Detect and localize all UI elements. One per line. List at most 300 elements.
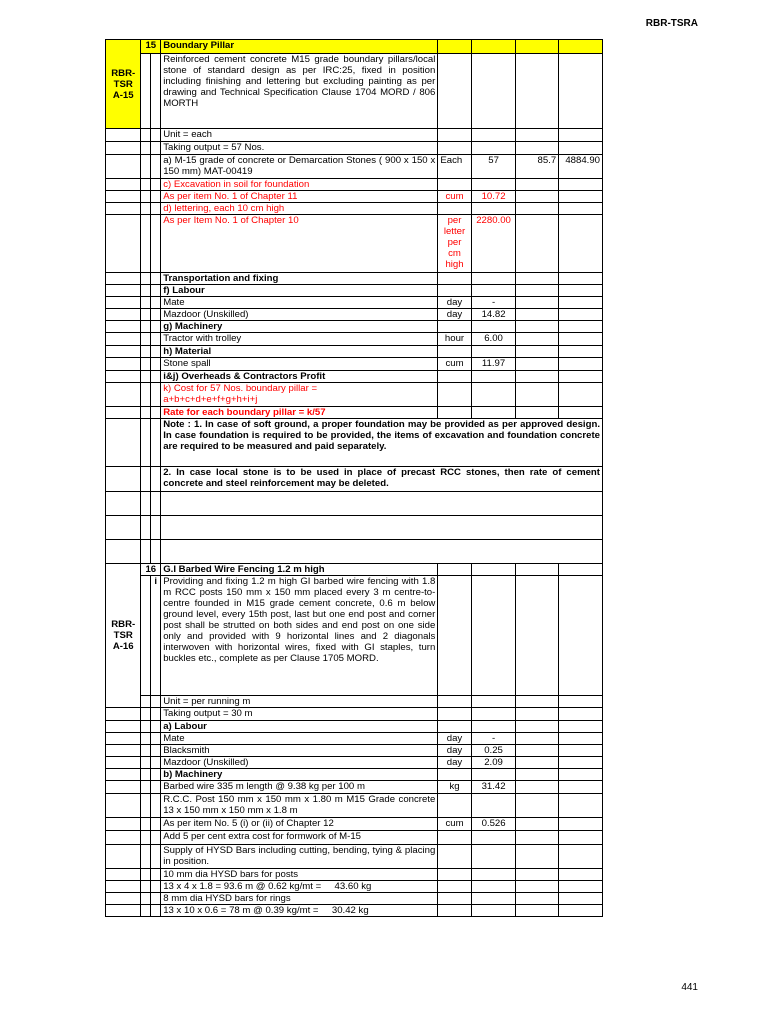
resource-name: Stone spall — [161, 358, 438, 371]
empty-cell — [151, 333, 161, 346]
empty-cell — [516, 297, 559, 309]
empty-cell — [141, 696, 151, 708]
empty-cell — [516, 831, 559, 845]
empty-cell — [516, 794, 559, 818]
empty-cell — [151, 869, 161, 881]
quantity-cell: 57 — [471, 155, 516, 179]
empty-cell — [141, 845, 151, 869]
quantity-cell: 31.42 — [471, 781, 516, 794]
empty-cell — [141, 893, 151, 905]
empty-cell — [438, 273, 471, 285]
unit-cell: day — [438, 297, 471, 309]
empty-cell — [151, 708, 161, 721]
table-row — [106, 564, 603, 576]
empty-cell — [471, 179, 516, 191]
unit-line: letter — [443, 226, 466, 237]
quantity-cell: 0.526 — [471, 818, 516, 831]
empty-cell — [559, 40, 603, 54]
empty-cell — [438, 831, 471, 845]
unit-cell: day — [438, 745, 471, 757]
empty-cell — [151, 297, 161, 309]
empty-cell — [516, 845, 559, 869]
table-row — [106, 346, 603, 358]
empty-cell — [559, 203, 603, 215]
empty-cell — [151, 142, 161, 155]
empty-cell — [106, 358, 141, 371]
table-row — [106, 467, 603, 492]
unit-cell: kg — [438, 781, 471, 794]
table-row — [106, 893, 603, 905]
empty-cell — [438, 285, 471, 297]
table-row — [106, 721, 603, 733]
empty-cell — [151, 893, 161, 905]
empty-cell — [559, 54, 603, 129]
empty-cell — [438, 40, 471, 54]
section-heading: h) Material — [161, 346, 438, 358]
code-line: A-15 — [112, 89, 134, 101]
empty-cell — [559, 179, 603, 191]
empty-cell — [151, 540, 161, 564]
empty-cell — [516, 721, 559, 733]
empty-cell — [559, 869, 603, 881]
empty-cell — [151, 129, 161, 142]
reference-text: As per item No. 1 of Chapter 11 — [161, 191, 438, 203]
table-row — [106, 285, 603, 297]
empty-cell — [141, 881, 151, 893]
empty-cell — [559, 321, 603, 333]
empty-cell — [438, 346, 471, 358]
empty-cell — [106, 179, 141, 191]
empty-cell — [516, 285, 559, 297]
empty-cell — [559, 733, 603, 745]
empty-cell — [516, 769, 559, 781]
empty-cell — [559, 346, 603, 358]
empty-cell — [471, 845, 516, 869]
table-row — [106, 40, 603, 54]
empty-cell — [151, 419, 161, 467]
reference-text: As per Item No. 1 of Chapter 10 — [161, 215, 438, 273]
section-heading: i&j) Overheads & Contractors Profit — [161, 371, 438, 383]
empty-cell — [106, 733, 141, 745]
empty-cell — [471, 721, 516, 733]
empty-cell — [559, 831, 603, 845]
empty-cell — [151, 845, 161, 869]
unit-line: cm — [448, 248, 461, 259]
empty-cell — [516, 781, 559, 794]
empty-cell — [559, 142, 603, 155]
empty-cell — [151, 467, 161, 492]
table-row — [106, 333, 603, 346]
section-heading: Transportation and fixing — [161, 273, 438, 285]
empty-cell — [516, 273, 559, 285]
empty-cell — [141, 733, 151, 745]
empty-cell — [559, 333, 603, 346]
quantity-cell: 10.72 — [471, 191, 516, 203]
table-row — [106, 309, 603, 321]
empty-cell — [106, 781, 141, 794]
code-line: TSR — [113, 630, 133, 641]
empty-cell — [516, 905, 559, 917]
empty-cell — [516, 881, 559, 893]
sub-item-number: i — [151, 576, 161, 696]
table-row — [106, 179, 603, 191]
empty-cell — [559, 309, 603, 321]
item-code-cell — [106, 564, 141, 708]
empty-cell — [141, 818, 151, 831]
empty-cell — [471, 129, 516, 142]
empty-cell — [141, 757, 151, 769]
empty-cell — [106, 869, 141, 881]
empty-cell — [438, 794, 471, 818]
empty-cell — [141, 419, 151, 467]
empty-cell — [471, 831, 516, 845]
quantity-cell: - — [471, 733, 516, 745]
empty-cell — [438, 576, 471, 696]
empty-cell — [106, 708, 141, 721]
rate-cell: 85.7 — [516, 155, 559, 179]
empty-cell — [106, 881, 141, 893]
table-row — [106, 155, 603, 179]
empty-cell — [141, 155, 151, 179]
empty-cell — [471, 346, 516, 358]
empty-cell — [559, 285, 603, 297]
empty-cell — [106, 297, 141, 309]
empty-cell — [516, 191, 559, 203]
empty-cell — [559, 383, 603, 407]
empty-cell — [516, 407, 559, 419]
unit-line: per — [447, 237, 462, 248]
amount-cell: 4884.90 — [559, 155, 603, 179]
empty-cell — [106, 769, 141, 781]
unit-text: Unit = each — [161, 129, 438, 142]
empty-cell — [438, 564, 471, 576]
document-code: RBR-TSRA — [645, 18, 698, 29]
empty-cell — [471, 203, 516, 215]
empty-cell — [141, 576, 151, 696]
calculation-text: 13 x 10 x 0.6 = 78 m @ 0.39 kg/mt = 30.42 kg — [161, 905, 438, 917]
empty-cell — [151, 273, 161, 285]
empty-cell — [559, 191, 603, 203]
quantity-cell: 11.97 — [471, 358, 516, 371]
section-heading: b) Machinery — [161, 769, 438, 781]
empty-cell — [106, 818, 141, 831]
empty-cell — [106, 155, 141, 179]
empty-cell — [141, 285, 151, 297]
empty-cell — [516, 346, 559, 358]
empty-cell — [106, 215, 141, 273]
empty-cell — [106, 129, 141, 142]
unit-cell: day — [438, 309, 471, 321]
empty-cell — [438, 142, 471, 155]
empty-cell — [161, 492, 603, 516]
empty-cell — [471, 576, 516, 696]
cost-formula-line: a+b+c+d+e+f+g+h+i+j — [163, 394, 258, 405]
empty-cell — [516, 203, 559, 215]
empty-cell — [438, 869, 471, 881]
empty-cell — [161, 540, 603, 564]
table-row — [106, 129, 603, 142]
quantity-cell: 2.09 — [471, 757, 516, 769]
empty-cell — [151, 191, 161, 203]
empty-cell — [438, 721, 471, 733]
empty-cell — [141, 721, 151, 733]
calculation-text: 13 x 4 x 1.8 = 93.6 m @ 0.62 kg/mt = 43.60 kg — [161, 881, 438, 893]
empty-cell — [471, 54, 516, 129]
empty-cell — [471, 142, 516, 155]
empty-cell — [141, 781, 151, 794]
empty-cell — [559, 905, 603, 917]
empty-cell — [151, 309, 161, 321]
empty-cell — [106, 383, 141, 407]
empty-cell — [516, 564, 559, 576]
empty-cell — [106, 142, 141, 155]
empty-cell — [141, 869, 151, 881]
empty-cell — [471, 869, 516, 881]
item-code-cell — [106, 40, 141, 129]
empty-cell — [438, 179, 471, 191]
empty-cell — [559, 721, 603, 733]
empty-cell — [559, 576, 603, 696]
table-row — [106, 297, 603, 309]
empty-cell — [151, 492, 161, 516]
unit-cell: day — [438, 757, 471, 769]
empty-cell — [151, 516, 161, 540]
empty-cell — [471, 40, 516, 54]
empty-cell — [106, 492, 141, 516]
empty-cell — [151, 383, 161, 407]
empty-cell — [151, 54, 161, 129]
empty-cell — [151, 407, 161, 419]
empty-cell — [151, 745, 161, 757]
empty-cell — [559, 881, 603, 893]
unit-line: per — [447, 215, 462, 226]
empty-cell — [151, 203, 161, 215]
resource-name: Mate — [161, 733, 438, 745]
table-row — [106, 818, 603, 831]
table-row — [106, 54, 603, 129]
table-row — [106, 769, 603, 781]
empty-cell — [106, 191, 141, 203]
empty-cell — [471, 769, 516, 781]
item-number: 16 — [141, 564, 161, 576]
empty-cell — [559, 781, 603, 794]
empty-cell — [516, 893, 559, 905]
empty-cell — [516, 745, 559, 757]
quantity-cell: - — [471, 297, 516, 309]
empty-cell — [141, 383, 151, 407]
empty-cell — [471, 893, 516, 905]
table-row — [106, 757, 603, 769]
empty-cell — [438, 881, 471, 893]
empty-cell — [516, 576, 559, 696]
empty-cell — [141, 708, 151, 721]
unit-cell: cum — [438, 818, 471, 831]
empty-cell — [151, 905, 161, 917]
empty-cell — [516, 818, 559, 831]
resource-name: R.C.C. Post 150 mm x 150 mm x 1.80 m M15 Grade concrete 13 x 150 mm x 150 mm x 1.8 m — [161, 794, 438, 818]
empty-cell — [516, 757, 559, 769]
empty-cell — [141, 407, 151, 419]
line-item-text: c) Excavation in soil for foundation — [161, 179, 438, 191]
table-row — [106, 191, 603, 203]
empty-cell — [559, 297, 603, 309]
empty-cell — [151, 155, 161, 179]
empty-cell — [151, 831, 161, 845]
reference-text: As per item No. 5 (i) or (ii) of Chapter 12 — [161, 818, 438, 831]
item-title: Boundary Pillar — [161, 40, 438, 54]
empty-cell — [106, 273, 141, 285]
table-row — [106, 492, 603, 516]
unit-cell: cum — [438, 358, 471, 371]
item-title: G.I Barbed Wire Fencing 1.2 m high — [161, 564, 438, 576]
empty-cell — [141, 333, 151, 346]
unit-cell: hour — [438, 333, 471, 346]
empty-cell — [141, 215, 151, 273]
empty-cell — [141, 142, 151, 155]
empty-cell — [106, 333, 141, 346]
empty-cell — [559, 745, 603, 757]
unit-text: Unit = per running m — [161, 696, 438, 708]
rate-formula: Rate for each boundary pillar = k/57 — [161, 407, 438, 419]
table-row — [106, 576, 603, 696]
empty-cell — [106, 794, 141, 818]
empty-cell — [438, 407, 471, 419]
code-line: RBR- — [111, 619, 136, 630]
unit-cell: cum — [438, 191, 471, 203]
section-heading: f) Labour — [161, 285, 438, 297]
empty-cell — [516, 733, 559, 745]
empty-cell — [559, 757, 603, 769]
empty-cell — [151, 321, 161, 333]
page-number: 441 — [681, 982, 698, 993]
empty-cell — [141, 769, 151, 781]
empty-cell — [106, 905, 141, 917]
empty-cell — [516, 383, 559, 407]
empty-cell — [559, 845, 603, 869]
resource-name: Barbed wire 335 m length @ 9.38 kg per 100 m — [161, 781, 438, 794]
empty-cell — [141, 273, 151, 285]
unit-cell: day — [438, 733, 471, 745]
empty-cell — [106, 516, 141, 540]
empty-cell — [471, 285, 516, 297]
empty-cell — [106, 721, 141, 733]
table-row — [106, 358, 603, 371]
empty-cell — [438, 845, 471, 869]
empty-cell — [438, 696, 471, 708]
empty-cell — [141, 203, 151, 215]
empty-cell — [438, 893, 471, 905]
empty-cell — [438, 383, 471, 407]
line-item-text: d) lettering, each 10 cm high — [161, 203, 438, 215]
empty-cell — [559, 893, 603, 905]
empty-cell — [471, 407, 516, 419]
quantity-cell: 0.25 — [471, 745, 516, 757]
empty-cell — [471, 881, 516, 893]
empty-cell — [141, 371, 151, 383]
empty-cell — [151, 358, 161, 371]
section-heading: g) Machinery — [161, 321, 438, 333]
table-row — [106, 371, 603, 383]
empty-cell — [559, 129, 603, 142]
empty-cell — [516, 696, 559, 708]
empty-cell — [106, 540, 141, 564]
empty-cell — [106, 467, 141, 492]
empty-cell — [438, 54, 471, 129]
empty-cell — [471, 371, 516, 383]
empty-cell — [516, 142, 559, 155]
empty-cell — [438, 708, 471, 721]
empty-cell — [106, 419, 141, 467]
empty-cell — [559, 358, 603, 371]
empty-cell — [141, 492, 151, 516]
empty-cell — [151, 721, 161, 733]
table-row — [106, 516, 603, 540]
empty-cell — [151, 179, 161, 191]
empty-cell — [141, 54, 151, 129]
code-line: TSR — [113, 78, 133, 90]
empty-cell — [106, 831, 141, 845]
table-row — [106, 794, 603, 818]
resource-name: Mate — [161, 297, 438, 309]
item-description: Providing and fixing 1.2 m high GI barbed wire fencing with 1.8 m RCC posts 150 mm x 150 mm placed every 3 m centre-to-centre founded in M15 grade cement concrete, 0.6 m below ground level, every 15th post, last but one end post and corner post shall be strutted on both sides and end post on one side only and provided with 9 horizontal lines and 2 diagonals interwoven with horizontal wires, fixed with GI staples, turn buckles etc., complete as per Clause 1705 MORD. — [161, 576, 438, 696]
empty-cell — [151, 757, 161, 769]
quantity-cell: 6.00 — [471, 333, 516, 346]
empty-cell — [559, 273, 603, 285]
resource-name: Blacksmith — [161, 745, 438, 757]
empty-cell — [106, 407, 141, 419]
empty-cell — [106, 893, 141, 905]
empty-cell — [471, 708, 516, 721]
empty-cell — [151, 285, 161, 297]
empty-cell — [141, 516, 151, 540]
empty-cell — [151, 733, 161, 745]
empty-cell — [141, 358, 151, 371]
empty-cell — [559, 407, 603, 419]
table-row — [106, 733, 603, 745]
empty-cell — [559, 371, 603, 383]
empty-cell — [141, 794, 151, 818]
empty-cell — [106, 309, 141, 321]
rate-analysis-table — [105, 39, 603, 917]
empty-cell — [516, 708, 559, 721]
table-row — [106, 745, 603, 757]
empty-cell — [151, 781, 161, 794]
table-row — [106, 845, 603, 869]
empty-cell — [141, 179, 151, 191]
empty-cell — [516, 333, 559, 346]
empty-cell — [106, 371, 141, 383]
empty-cell — [151, 769, 161, 781]
empty-cell — [438, 371, 471, 383]
cost-formula — [161, 383, 438, 407]
section-heading: a) Labour — [161, 721, 438, 733]
empty-cell — [141, 191, 151, 203]
empty-cell — [516, 40, 559, 54]
resource-name: Add 5 per cent extra cost for formwork of M-15 — [161, 831, 438, 845]
empty-cell — [141, 905, 151, 917]
note-text: 2. In case local stone is to be used in place of precast RCC stones, then rate of cement concrete and steel reinforcement may be deleted. — [161, 467, 603, 492]
table-row — [106, 781, 603, 794]
table-row — [106, 321, 603, 333]
empty-cell — [516, 309, 559, 321]
table-row — [106, 142, 603, 155]
cost-formula-line: k) Cost for 57 Nos. boundary pillar = — [163, 383, 318, 394]
empty-cell — [151, 794, 161, 818]
empty-cell — [516, 54, 559, 129]
empty-cell — [438, 129, 471, 142]
empty-cell — [471, 321, 516, 333]
table-row — [106, 881, 603, 893]
